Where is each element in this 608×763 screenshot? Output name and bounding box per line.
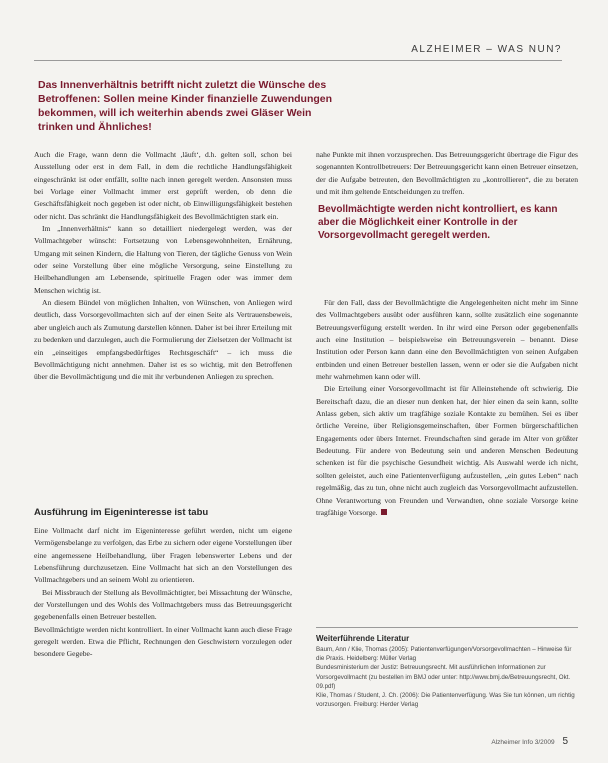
paragraph: Eine Vollmacht darf nicht im Eigeninteresse geführt werden, nicht um eigene Vermögensbelange zu verfolgen, das Erbe zu sichern oder eigene Vorstellungen über eine angemessene Heilbehandlung, über Fragen lebenswerter Lebens und der Lebensführung durchzusetzen. Eine Vollmacht hat sich an den Vorstellungen des Vollmachtgebers und an seinem Wohl zu orientieren. xyxy=(34,526,292,585)
page-footer xyxy=(491,736,568,747)
running-header: ALZHEIMER – WAS NUN? xyxy=(411,44,562,55)
paragraph: Bei Missbrauch der Stellung als Bevollmächtigter, bei Missachtung der Wünsche, der Vorstellungen und des Wohls des Vollmachtgebers muss das Betreuungsgericht gegebenenfalls einen Betreuer bestellen. xyxy=(34,587,292,622)
pull-quote-2: Bevollmächtigte werden nicht kontrolliert, es kann aber die Möglichkeit einer Kontrolle in der Vorsorgevollmacht geregelt werden. xyxy=(318,204,558,241)
literature-item: Bundesministerium der Justiz: Betreuungsrecht. Mit ausführlichen Informationen zur Vorsorgevollmacht (zu bestellen im BMJ oder unter: http://www.bmj.de/Betreuungsrecht, Okt. 09.pdf) xyxy=(316,664,571,690)
page-number: 5 xyxy=(562,736,568,747)
right-column-1 xyxy=(316,149,578,198)
literature-title: Weiterführende Literatur xyxy=(316,634,410,643)
literature-item: Baum, Ann / Klie, Thomas (2005): Patientenverfügungen/Vorsorgevollmachten – Hinweise für die Praxis. Heidelberg: Müller Verlag xyxy=(316,646,572,663)
paragraph: nahe Punkte mit ihnen vorzusprechen. Das Betreuungsgericht übertrage die Figur des sogenannten Kontrollbetreuers: Der Betreuungsgericht kann einen Betreuer einsetzen, der die Aufgabe betreuten, den Bevollmächtigten zu „kontrollieren“, die zu beraten und mit ihm geltende Entscheidungen zu treffen. xyxy=(316,150,578,197)
left-column-2 xyxy=(34,525,292,661)
journal-name: Alzheimer Info 3/2009 xyxy=(491,739,555,746)
section-heading: Ausführung im Eigeninteresse ist tabu xyxy=(34,507,209,518)
literature-rule xyxy=(316,627,578,628)
paragraph-text: Die Erteilung einer Vorsorgevollmacht ist für Alleinstehende oft schwierig. Die Bereitschaft dazu, die an dieser nun denken hat, der hier einen da sein kann, sollte Anlass geben, sich aktiv um tragfähige soziale Kontakte zu bemühen. Sei es über örtliche Vereine, über Religionsgemeinschaften, über Formen bürgerschaftlichen Engagements oder übers Internet. Freundschaften sind gerade im Alter von größter Bedeutung. Für andere von Bedeutung sein und anderen Menschen Bedeutung schenken ist für die psychische Gesundheit wichtig. Als Auswahl werde ich nicht, sollten geleistet, auch eine Patientenverfügung aufzustellen, „ein gutes Leben“ nach regelmäßig, das zu tun, ohne nicht auch zugleich das Vorsorgevollmacht aufzustellen. Ohne Verantwortung von Freunden und Verwandten, ohne soziale Vorsorge keine tragfähige Vorsorge. xyxy=(316,384,578,517)
literature-box xyxy=(316,627,578,709)
paragraph xyxy=(316,383,578,519)
end-mark-icon xyxy=(381,509,387,515)
paragraph: Bevollmächtigte werden nicht kontrolliert. In einer Vollmacht kann auch diese Frage geregelt werden. Etwa die Pflicht, Rechnungen den Geschwistern vorzulegen oder besondere Gegebe- xyxy=(34,624,292,659)
paragraph: Im „Innenverhältnis“ kann so detailliert niedergelegt werden, was der Vollmachtgeber wünscht: Fortsetzung von Lebensgewohnheiten, Ernährung, Umgang mit seinen Kindern, die Haltung von Tieren, der tägliche Genuss von Wein oder seine Vorstellung über eine mögliche Versorgung, seine Einstellung zu Heilbehandlungen am Lebensende, spirituelle Fragen oder was immer dem Menschen wichtig ist. xyxy=(34,224,292,295)
left-column-1 xyxy=(34,149,292,384)
right-column-2 xyxy=(316,297,578,519)
pull-quote-1: Das Innenverhältnis betrifft nicht zuletzt die Wünsche des Betroffenen: Sollen meine Kinder finanzielle Zuwendungen bekommen, will ich weiterhin abends zwei Gläser Wein trinken und Ähnliches! xyxy=(38,79,333,133)
paragraph: Für den Fall, dass der Bevollmächtigte die Angelegenheiten nicht mehr im Sinne des Vollmachtgebers ausübt oder ausführen kann, sollte zusätzlich eine sogenannte Betreuungsverfügung erstellt werden. In ihr wird eine Person oder gegebenenfalls auch eine Institution – beispielsweise ein Betreuungsverein – benannt. Diese Institution oder Person kann dann eine den Bevollmächtigten von seinen Aufgaben entbinden und einen Betreuer bestellen lassen, wenn er oder sie die Aufgaben nicht mehr wahrnehmen kann oder will. xyxy=(316,298,578,382)
paragraph: Auch die Frage, wann denn die Vollmacht ,läuft‘, d.h. gelten soll, schon bei Ausstellung oder erst in dem Fall, in dem die rechtliche Handlungsfähigkeit eingeschränkt ist oder entfällt, sollte nach innen geregelt werden. Ansonsten muss bei Vorlage einer Vollmacht immer erst geprüft werden, ob denn die Geschäftsfähigkeit noch gegeben ist oder nicht, ob Einwilligungsfähigkeit bestehen oder nicht. Das schränkt die Handlungsfähigkeit des Bevollmächtigten stark ein. xyxy=(34,150,292,221)
paragraph: An diesem Bündel von möglichen Inhalten, von Wünschen, von Anliegen wird deutlich, dass Vorsorgevollmachten sich auf der einen Seite als Vertrauensbeweis, aber ungleich auch als Zumutung darstellen können. Daher ist bei ihrer Erteilung mit zu bedenken und darzulegen, auch die Formulierung der Zielsetzen der Vollmacht ist ein „einseitiges empfangsbedürftiges Rechtsgeschäft“ – ich muss die Bevollmächtigung nicht annehmen. Daher ist es so wichtig, mit den Betroffenen über die Bevollmächtigung und die mit ihr verbundenen Anliegen zu sprechen. xyxy=(34,298,292,382)
header-rule xyxy=(34,60,562,61)
literature-item: Klie, Thomas / Student, J. Ch. (2006): Die Patientenverfügung. Was Sie tun können, um richtig vorzusorgen. Freiburg: Herder Verlag xyxy=(316,692,575,709)
